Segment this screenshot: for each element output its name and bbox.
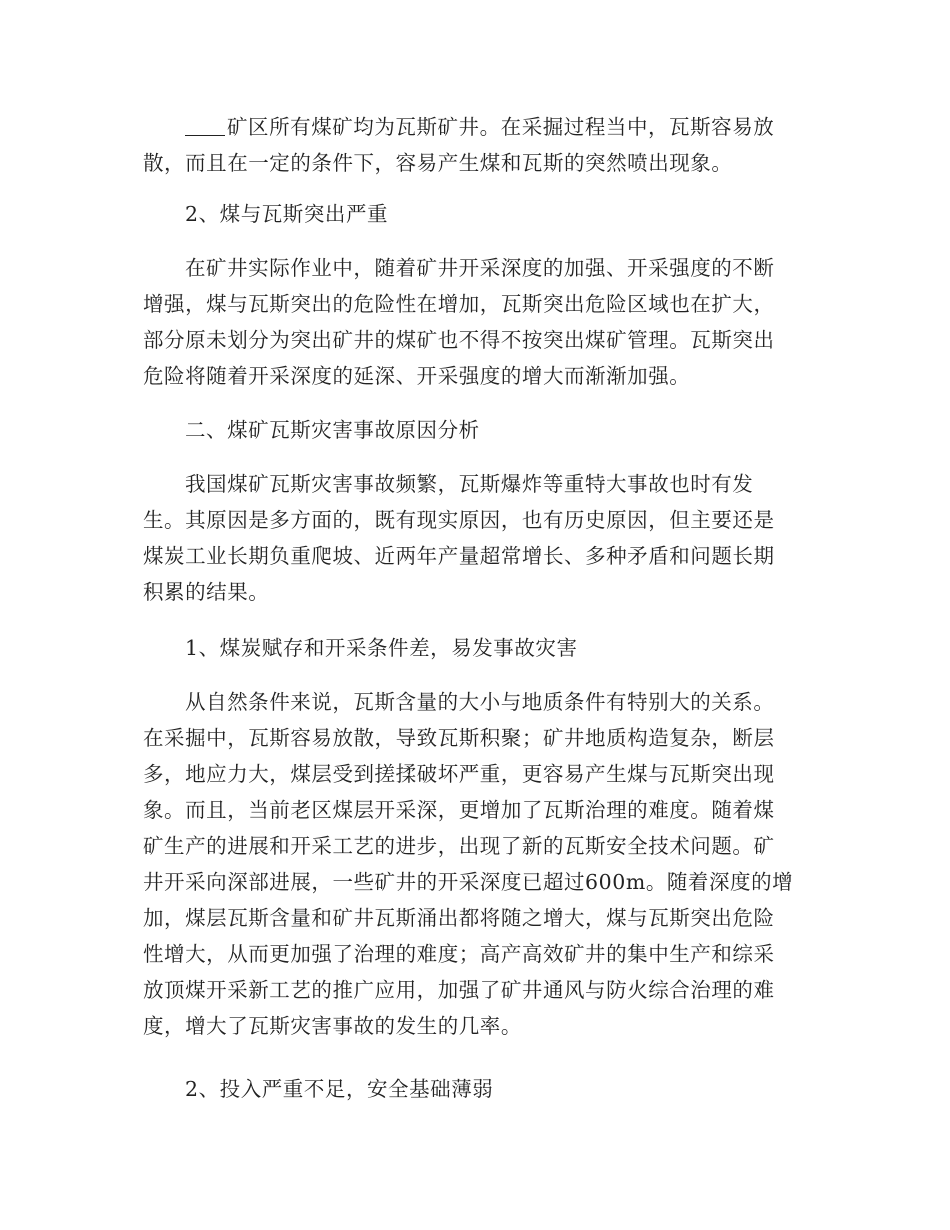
heading-text: 2、煤与瓦斯突出严重 xyxy=(185,202,389,226)
heading-text: 1、煤炭赋存和开采条件差，易发事故灾害 xyxy=(185,636,578,660)
section-heading xyxy=(143,630,807,666)
paragraph-intro xyxy=(143,109,807,181)
text-line: 生。其原因是多方面的，既有现实原因，也有历史原因，但主要还是 xyxy=(143,508,775,532)
text-line: 煤炭工业长期负重爬坡、近两年产量超常增长、多种矛盾和问题长期 xyxy=(143,544,775,568)
text-line: 在采掘中，瓦斯容易放散，导致瓦斯积聚；矿井地质构造复杂，断层 xyxy=(143,726,775,750)
paragraph-body xyxy=(143,466,807,610)
text-line: 象。而且，当前老区煤层开采深，更增加了瓦斯治理的难度。随着煤 xyxy=(143,798,775,822)
text-line: 部分原未划分为突出矿井的煤矿也不得不按突出煤矿管理。瓦斯突出 xyxy=(143,328,775,352)
section-heading xyxy=(143,196,807,232)
text-line: 我国煤矿瓦斯灾害事故频繁，瓦斯爆炸等重特大事故也时有发 xyxy=(185,472,754,496)
text-line: 性增大，从而更加强了治理的难度；高产高效矿井的集中生产和综采 xyxy=(143,942,775,966)
section-heading xyxy=(143,412,807,448)
text-line: 多，地应力大，煤层受到搓揉破坏严重，更容易产生煤与瓦斯突出现 xyxy=(143,762,775,786)
text-line: 在矿井实际作业中，随着矿井开采深度的加强、开采强度的不断 xyxy=(185,256,775,280)
text-line: 增强，煤与瓦斯突出的危险性在增加，瓦斯突出危险区域也在扩大， xyxy=(143,292,775,316)
section-heading xyxy=(143,1071,807,1107)
text-line: 矿生产的进展和开采工艺的进步，出现了新的瓦斯安全技术问题。矿 xyxy=(143,834,775,858)
text-line-content: 矿区所有煤矿均为瓦斯矿井。在采掘过程当中，瓦斯容易放 xyxy=(227,115,775,139)
text-line xyxy=(143,109,807,145)
text-line: 积累的结果。 xyxy=(143,580,270,604)
text-line: 度，增大了瓦斯灾害事故的发生的几率。 xyxy=(143,1014,522,1038)
heading-text: 二、煤矿瓦斯灾害事故原因分析 xyxy=(185,418,480,442)
text-line: 井开采向深部进展，一些矿井的开采深度已超过600m。随着深度的增 xyxy=(143,870,794,894)
text-line: 散，而且在一定的条件下，容易产生煤和瓦斯的突然喷出现象。 xyxy=(143,151,733,175)
heading-text: 2、投入严重不足，安全基础薄弱 xyxy=(185,1077,494,1101)
paragraph-body xyxy=(143,684,807,1044)
text-line: 危险将随着开采深度的延深、开采强度的增大而渐渐加强。 xyxy=(143,364,691,388)
text-line: 从自然条件来说，瓦斯含量的大小与地质条件有特别大的关系。 xyxy=(185,690,775,714)
text-line: 加，煤层瓦斯含量和矿井瓦斯涌出都将随之增大，煤与瓦斯突出危险 xyxy=(143,906,775,930)
fill-in-blank xyxy=(185,113,225,136)
paragraph-body xyxy=(143,250,807,394)
text-line: 放顶煤开采新工艺的推广应用，加强了矿井通风与防火综合治理的难 xyxy=(143,978,775,1002)
